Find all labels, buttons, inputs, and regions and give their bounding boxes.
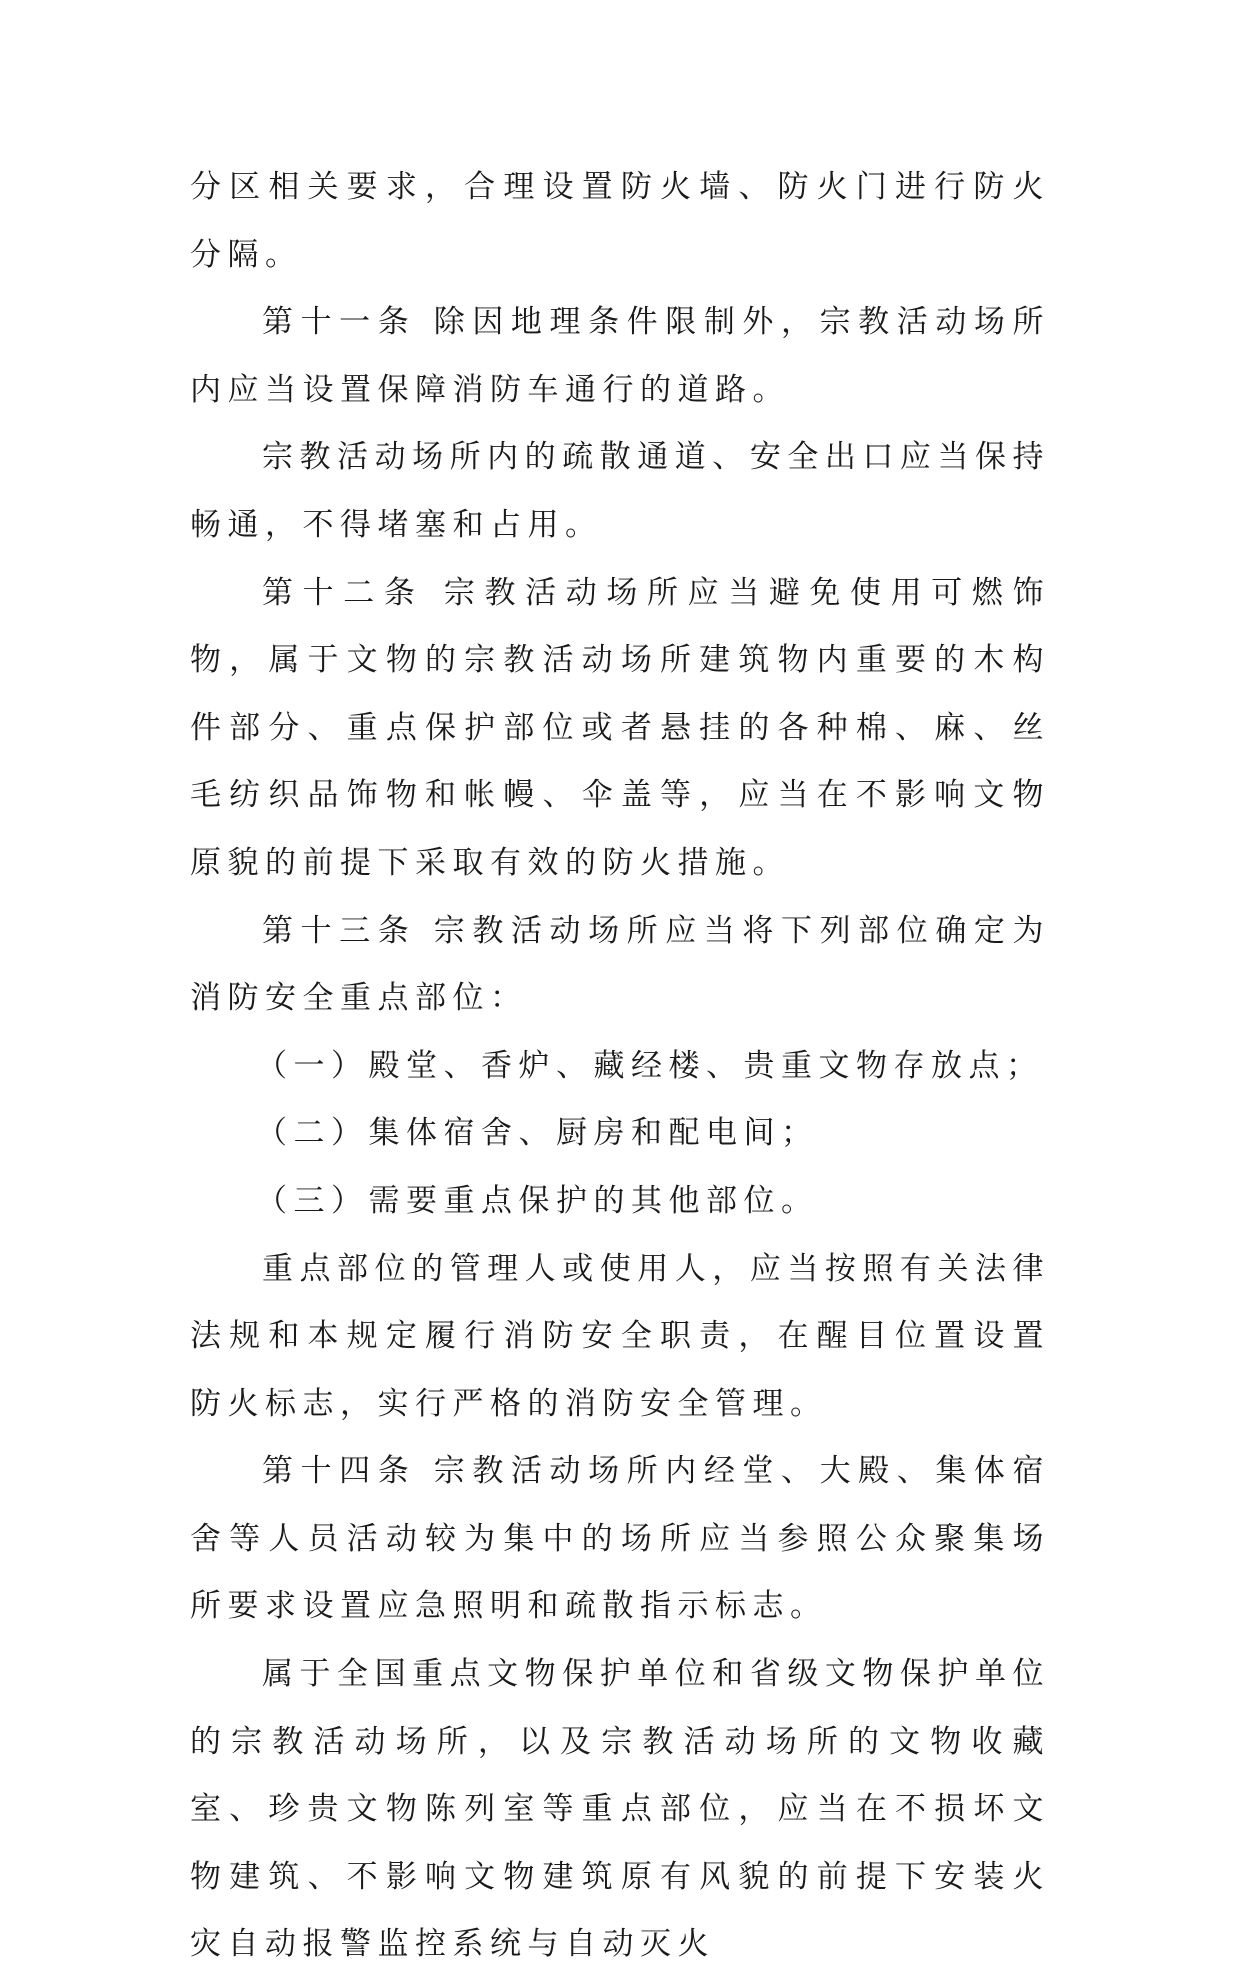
- paragraph-article-12: 第十二条 宗教活动场所应当避免使用可燃饰物，属于文物的宗教活动场所建筑物内重要的木构件部分、重点保护部位或者悬挂的各种棉、麻、丝毛纺织品饰物和帐幔、伞盖等，应当在不影响文物原貌的前提下采取有效的防火措施。: [190, 574, 1050, 881]
- paragraph-article-11: 第十一条 除因地理条件限制外，宗教活动场所内应当设置保障消防车通行的道路。: [190, 304, 1050, 408]
- paragraph-key-areas-management: 重点部位的管理人或使用人，应当按照有关法律法规和本规定履行消防安全职责，在醒目位置设置防火标志，实行严格的消防安全管理。: [190, 1250, 1050, 1422]
- paragraph-article-13: 第十三条 宗教活动场所应当将下列部位确定为消防安全重点部位：: [190, 912, 1050, 1017]
- document-body: [190, 154, 1050, 1979]
- paragraph-evacuation: 宗教活动场所内的疏散通道、安全出口应当保持畅通，不得堵塞和占用。: [190, 439, 1050, 543]
- list-item-2: （二）集体宿舍、厨房和配电间；: [256, 1115, 819, 1152]
- paragraph-continuation: 分区相关要求，合理设置防火墙、防火门进行防火分隔。: [190, 169, 1050, 273]
- list-item-3: （三）需要重点保护的其他部位。: [256, 1182, 819, 1219]
- paragraph-heritage-units: 属于全国重点文物保护单位和省级文物保护单位的宗教活动场所，以及宗教活动场所的文物收藏室、珍贵文物陈列室等重点部位，应当在不损坏文物建筑、不影响文物建筑原有风貌的前提下安装火灾自动报警监控系统与自动灭火: [190, 1656, 1050, 1963]
- list-item-1: （一）殿堂、香炉、藏经楼、贵重文物存放点；: [256, 1047, 1044, 1084]
- paragraph-article-14: 第十四条 宗教活动场所内经堂、大殿、集体宿舍等人员活动较为集中的场所应当参照公众聚集场所要求设置应急照明和疏散指示标志。: [190, 1453, 1050, 1625]
